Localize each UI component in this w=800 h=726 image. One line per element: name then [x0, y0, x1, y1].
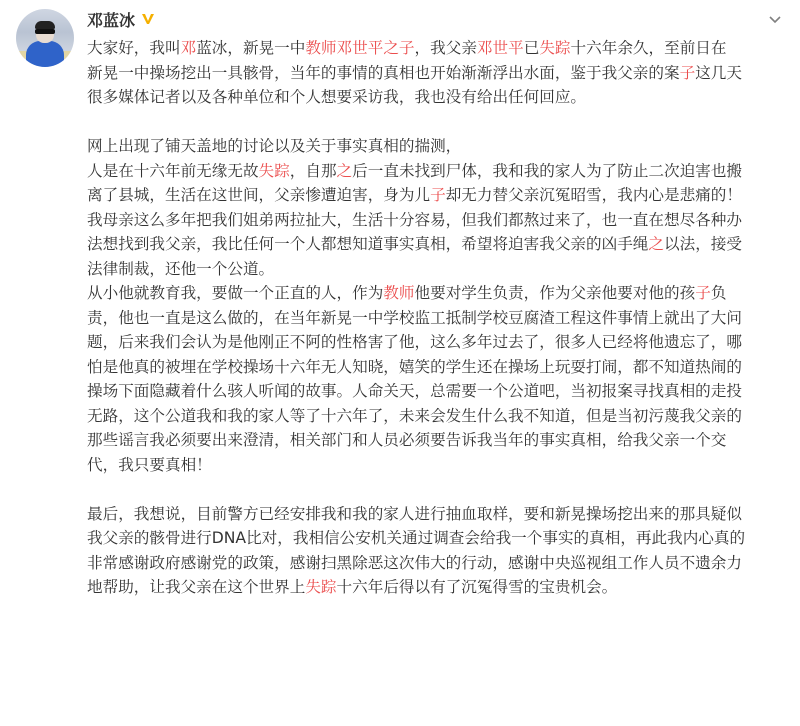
text-line — [87, 526, 787, 551]
text-segment: 责，他也一直是这么做的，在当年新晃一中学校监工抵制学校豆腐渣工程这件事情上就出了大问 — [87, 308, 742, 327]
text-segment: 我父亲的骸骨进行DNA比对，我相信公安机关通过调查会给我一个事实的真相，再此我内心真的 — [87, 529, 746, 547]
text-segment: 地帮助，让我父亲在这个世界上 — [87, 578, 306, 596]
text-segment: ，自那 — [289, 161, 337, 180]
text-segment: 却无力替父亲沉冤昭雪，我内心是悲痛的！ — [445, 186, 742, 204]
text-line — [87, 36, 787, 61]
text-segment: ，我父亲 — [414, 39, 477, 57]
text-segment: 十六年后得以有了沉冤得雪的宝贵机会。 — [336, 578, 618, 596]
highlighted-keyword: 子 — [430, 186, 446, 204]
avatar-hair — [35, 21, 55, 29]
text-line — [87, 281, 787, 306]
text-segment: 怕是他真的被埋在学校操场十六年无人知晓，嬉笑的学生还在操场上玩耍打闹，都不知道热闹的 — [87, 357, 742, 376]
text-line — [87, 183, 787, 208]
text-segment: 我母亲这么多年把我们姐弟两拉扯大，生活十分容易，但我们都熬过来了，也一直在想尽各种办 — [87, 210, 742, 229]
text-line — [87, 61, 787, 86]
text-segment: 网上出现了铺天盖地的讨论以及关于事实真相的揣测， — [87, 137, 462, 155]
highlighted-keyword: 之 — [648, 235, 664, 253]
text-line — [87, 232, 787, 257]
text-line — [87, 551, 787, 576]
text-segment: 以法，接受 — [664, 235, 742, 253]
text-segment: 蓝冰，新晃一中 — [196, 39, 306, 57]
text-segment: 从小他就教育我，要做一个正直的人，作为 — [87, 284, 384, 302]
text-line — [87, 134, 787, 159]
text-segment: 无路，这个公道我和我的家人等了十六年了，未来会发生什么我不知道，但是当初污蔑我父亲的 — [87, 406, 742, 425]
text-segment: 很多媒体记者以及各种单位和个人想要采访我，我也没有给出任何回应。 — [87, 88, 587, 106]
avatar-jacket — [26, 41, 64, 67]
avatar[interactable] — [16, 9, 74, 67]
highlighted-keyword: 教师 — [383, 284, 415, 302]
text-segment: 法律制裁，还他一个公道。 — [87, 259, 275, 278]
text-segment: 新晃一中操场挖出一具骸骨，当年的事情的真相也开始渐渐浮出水面，鉴于我父亲的案 — [87, 63, 680, 82]
highlighted-keyword: 失踪 — [539, 39, 571, 57]
post-body — [87, 36, 787, 600]
text-segment: 这几天 — [695, 63, 742, 82]
text-line — [87, 453, 787, 478]
text-segment: 代，我只要真相！ — [87, 455, 212, 474]
highlighted-keyword: 邓 — [180, 39, 197, 57]
text-line — [87, 502, 787, 527]
highlighted-keyword: 子 — [679, 63, 696, 82]
highlighted-keyword: 失踪 — [305, 578, 337, 596]
highlighted-keyword: 邓世平 — [476, 39, 524, 57]
text-segment: 最后，我想说，目前警方已经安排我和我的家人进行抽血取样，要和新晃操场挖出来的那具疑似 — [87, 504, 742, 523]
text-segment: 负 — [710, 284, 727, 302]
text-segment: 十六年余久，至前日在 — [570, 39, 727, 57]
text-segment: 操场下面隐藏着什么骇人听闻的故事。人命关天，总需要一个公道吧，当初报案寻找真相的走投 — [87, 382, 742, 400]
text-line — [87, 85, 787, 110]
chevron-down-icon[interactable] — [768, 12, 782, 26]
text-line — [87, 330, 787, 355]
text-line — [87, 379, 787, 404]
text-line — [87, 575, 787, 600]
text-segment: 那些谣言我必须要出来澄清，相关部门和人员必须要告诉我当年的事实真相，给我父亲一个交 — [87, 431, 727, 449]
text-line — [87, 355, 787, 380]
highlighted-keyword: 子 — [695, 284, 711, 302]
text-segment: 题，后来我们会认为是他刚正不阿的性格害了他，这么多年过去了，很多人已经将他遗忘了，哪 — [87, 333, 742, 351]
highlighted-keyword: 之 — [336, 161, 353, 180]
text-segment: 非常感谢政府感谢党的政策，感谢扫黑除恶这次伟大的行动，感谢中央巡视组工作人员不遗余力 — [87, 553, 742, 572]
highlighted-keyword: 失踪 — [258, 161, 290, 180]
text-line — [87, 404, 787, 429]
text-segment: 人是在十六年前无缘无故 — [87, 161, 259, 180]
text-line — [87, 159, 787, 184]
verified-badge-icon — [141, 12, 155, 26]
text-segment: 法想找到我父亲，我比任何一个人都想知道事实真相，希望将迫害我父亲的凶手绳 — [87, 235, 649, 253]
avatar-glasses — [35, 29, 55, 34]
text-line — [87, 257, 787, 282]
text-segment: 离了县城，生活在这世间，父亲惨遭迫害，身为儿 — [87, 186, 431, 204]
text-segment: 后一直未找到尸体，我和我的家人为了防止二次迫害也搬 — [352, 161, 743, 180]
post-header — [87, 8, 155, 30]
text-line — [87, 428, 787, 453]
text-line — [87, 306, 787, 331]
highlighted-keyword: 教师邓世平之子 — [305, 39, 415, 57]
paragraph-gap — [87, 110, 787, 135]
text-segment: 他要对学生负责，作为父亲他要对他的孩 — [414, 284, 696, 302]
text-line — [87, 208, 787, 233]
username[interactable]: 邓蓝冰 — [87, 10, 136, 30]
text-segment: 已 — [523, 39, 540, 57]
paragraph-gap — [87, 477, 787, 502]
text-segment: 大家好，我叫 — [87, 39, 181, 57]
